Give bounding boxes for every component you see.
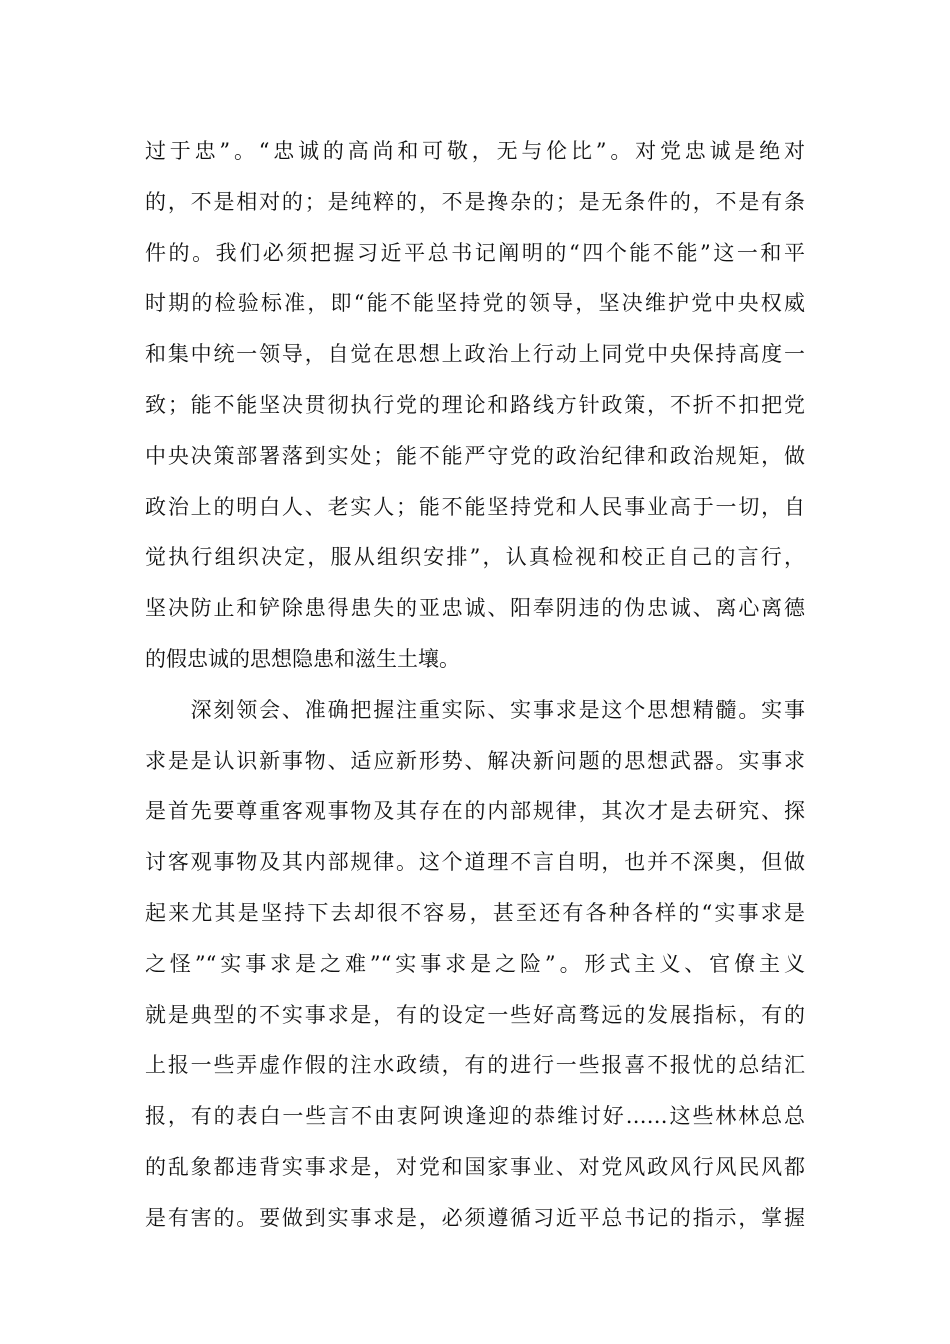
paragraph-2 — [145, 685, 805, 1244]
text-line: 是首先要尊重客观事物及其存在的内部规律，其次才是去研究、探 — [145, 799, 805, 824]
text-line: 中央决策部署落到实处；能不能严守党的政治纪律和政治规矩，做 — [145, 443, 805, 468]
text-line: 深刻领会、准确把握注重实际、实事求是这个思想精髓。实事 — [145, 697, 805, 722]
text-line: 时期的检验标准，即“能不能坚持党的领导，坚决维护党中央权威 — [145, 291, 805, 316]
text-line: 报，有的表白一些言不由衷阿谀逢迎的恭维讨好……这些林林总总 — [145, 1104, 805, 1129]
text-line: 求是是认识新事物、适应新形势、解决新问题的思想武器。实事求 — [145, 748, 805, 773]
text-line: 上报一些弄虚作假的注水政绩，有的进行一些报喜不报忧的总结汇 — [145, 1053, 805, 1078]
text-line: 坚决防止和铲除患得患失的亚忠诚、阳奉阴违的伪忠诚、离心离德 — [145, 596, 805, 621]
text-line: 的乱象都违背实事求是，对党和国家事业、对党风政风行风民风都 — [145, 1154, 805, 1179]
text-line: 是有害的。要做到实事求是，必须遵循习近平总书记的指示，掌握 — [145, 1205, 805, 1230]
text-line: 就是典型的不实事求是，有的设定一些好高骛远的发展指标，有的 — [145, 1002, 805, 1027]
text-line: 的假忠诚的思想隐患和滋生土壤。 — [145, 646, 460, 671]
text-line: 之怪”“实事求是之难”“实事求是之险”。形式主义、官僚主义 — [145, 951, 805, 976]
text-line: 的，不是相对的；是纯粹的，不是搀杂的；是无条件的，不是有条 — [145, 189, 805, 214]
text-line: 讨客观事物及其内部规律。这个道理不言自明，也并不深奥，但做 — [145, 850, 805, 875]
text-line: 起来尤其是坚持下去却很不容易，甚至还有各种各样的“实事求是 — [145, 900, 805, 925]
text-line: 过于忠”。“忠诚的高尚和可敬，无与伦比”。对党忠诚是绝对 — [145, 139, 805, 163]
text-line: 和集中统一领导，自觉在思想上政治上行动上同党中央保持高度一 — [145, 342, 805, 367]
text-line: 政治上的明白人、老实人；能不能坚持党和人民事业高于一切，自 — [145, 494, 805, 519]
body-text — [145, 126, 805, 1244]
text-line: 致；能不能坚决贯彻执行党的理论和路线方针政策，不折不扣把党 — [145, 392, 805, 417]
text-line: 觉执行组织决定，服从组织安排”，认真检视和校正自己的言行， — [145, 545, 805, 570]
text-line: 件的。我们必须把握习近平总书记阐明的“四个能不能”这一和平 — [145, 240, 805, 265]
paragraph-1 — [145, 126, 805, 685]
